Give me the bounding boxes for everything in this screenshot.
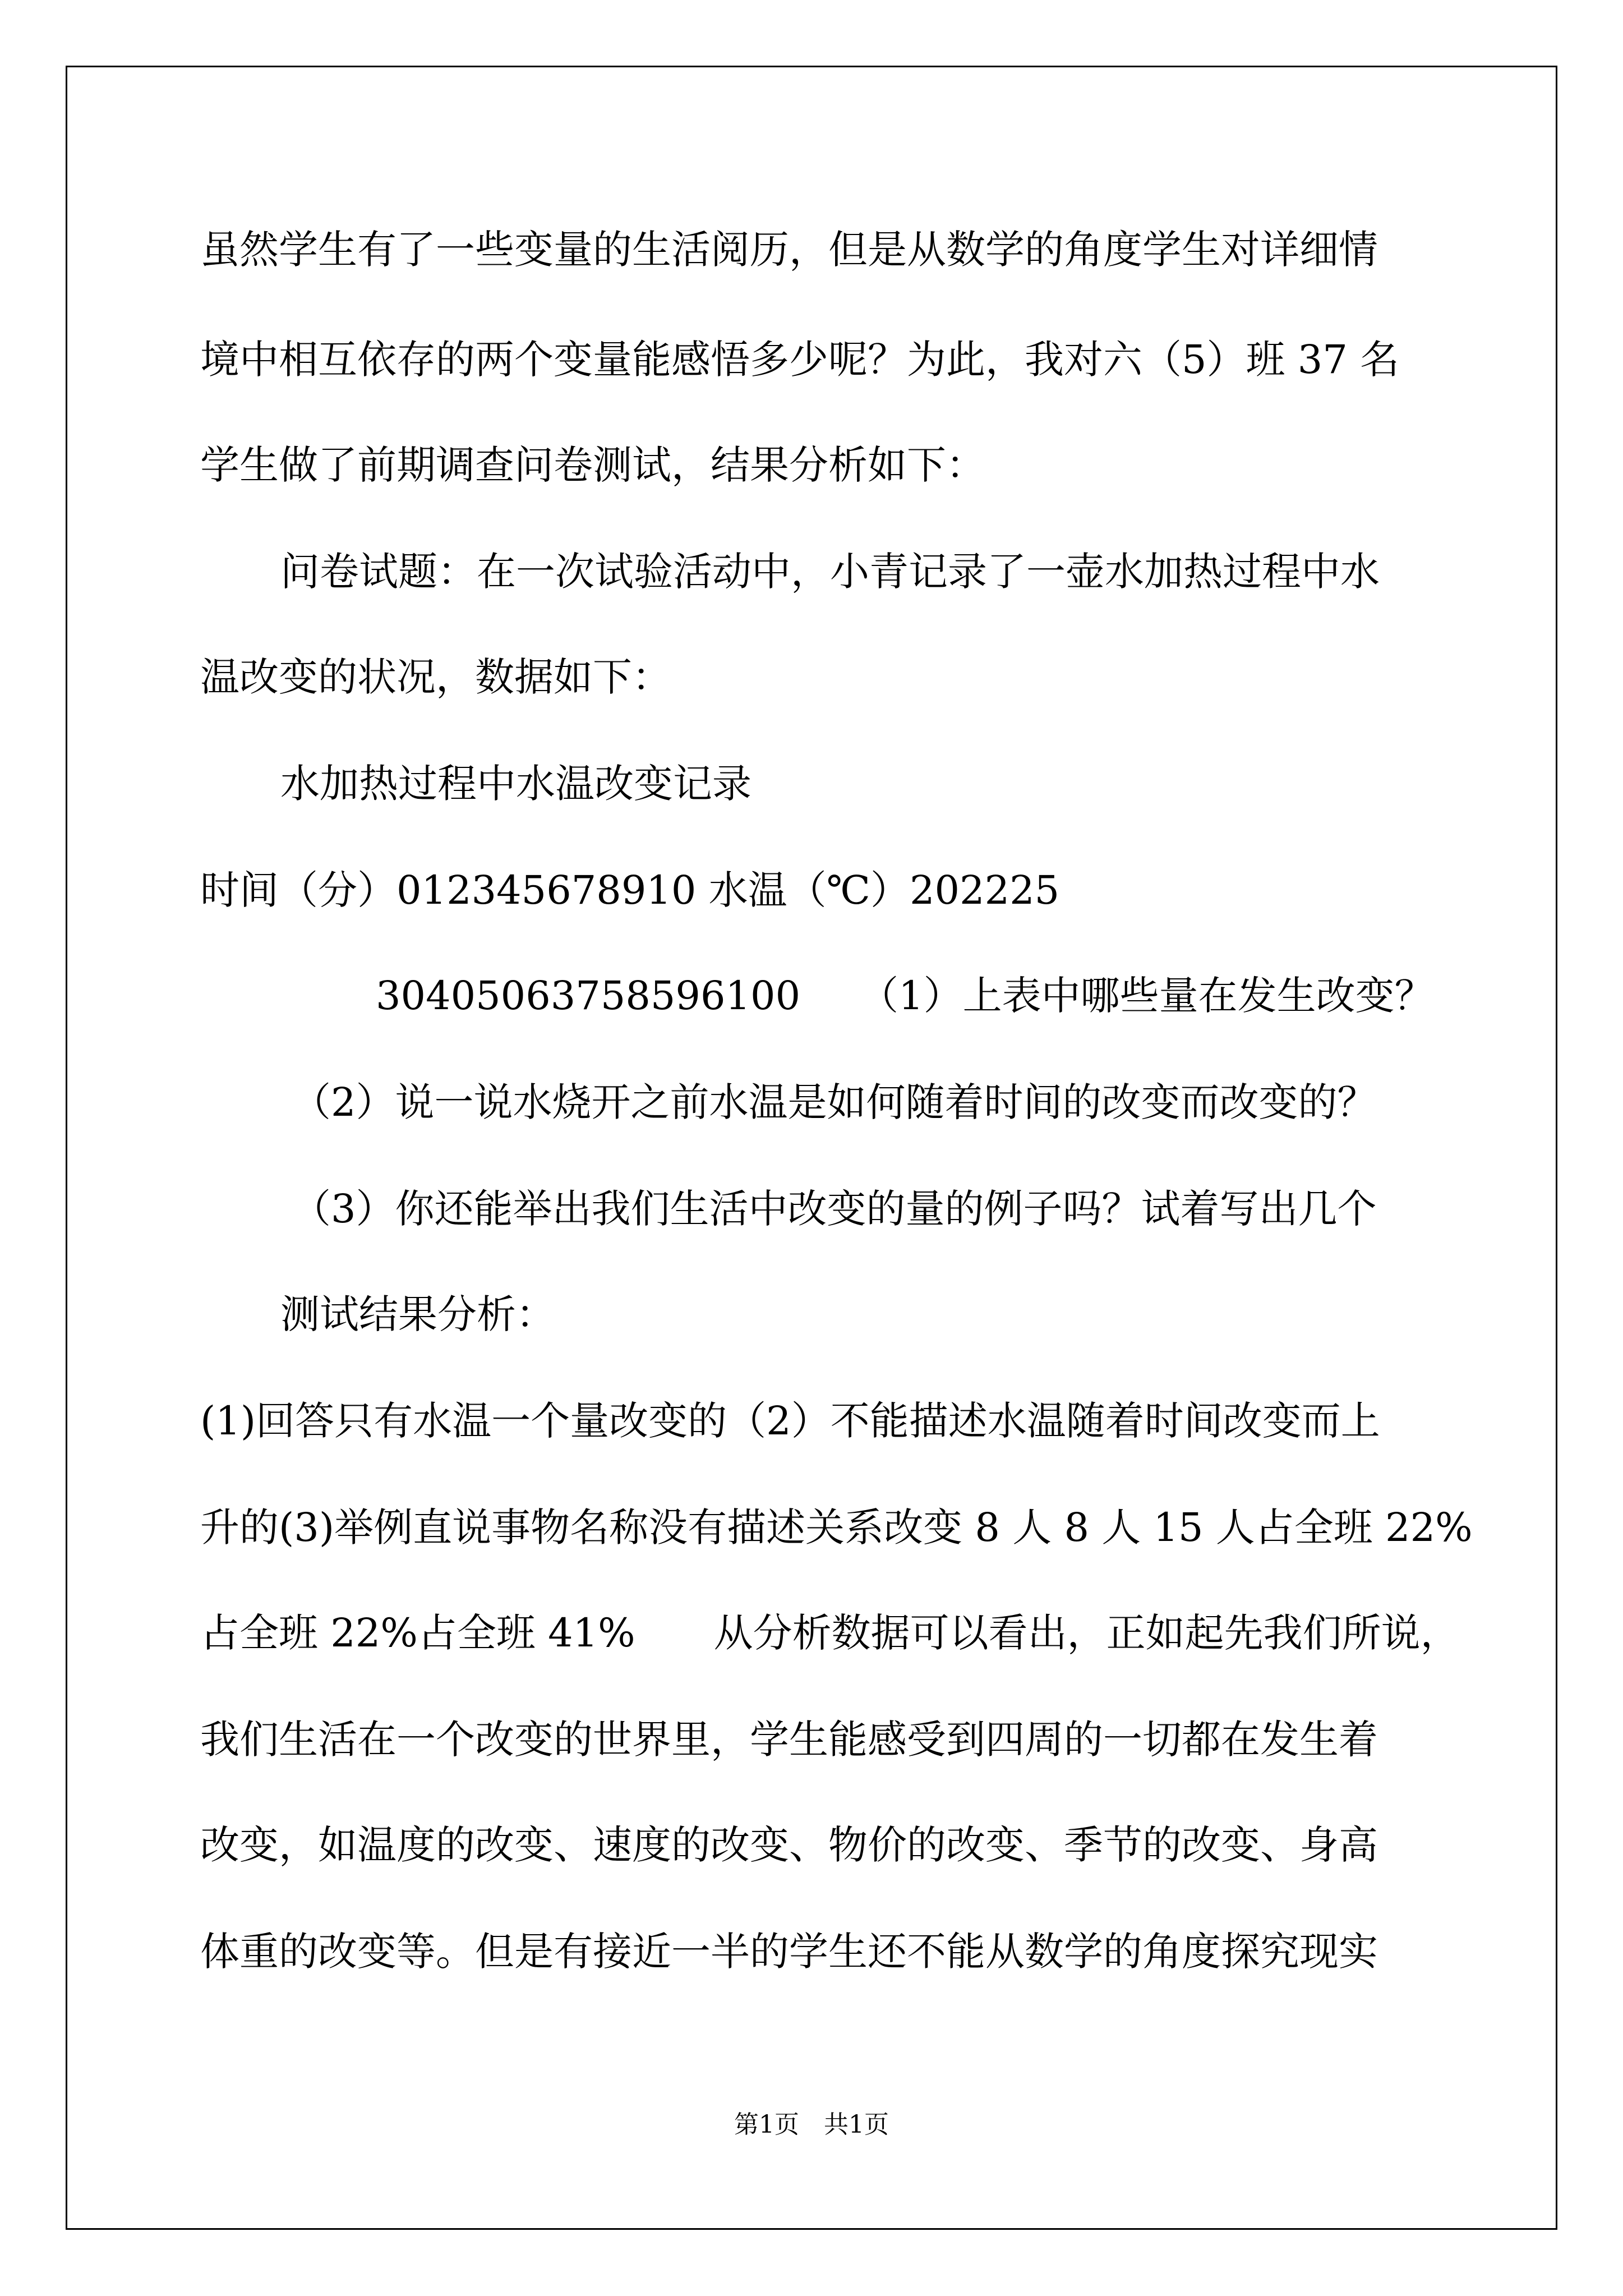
table-row-time-temp: 时间（分）012345678910 水温（℃）202225 <box>200 867 1060 913</box>
analysis-line-6: 体重的改变等。但是有接近一半的学生还不能从数学的角度探究现实 <box>200 1929 1378 1975</box>
analysis-line-4: 我们生活在一个改变的世界里，学生能感受到四周的一切都在发生着 <box>200 1717 1378 1763</box>
analysis-line-1: (1)回答只有水温一个量改变的（2）不能描述水温随着时间改变而上 <box>200 1398 1380 1444</box>
question-3: （3）你还能举出我们生活中改变的量的例子吗？试着写出几个 <box>292 1186 1377 1232</box>
table-row-values-question-1: 30405063758596100 （1）上表中哪些量在发生改变？ <box>376 973 1434 1019</box>
analysis-line-2: 升的(3)举例直说事物名称没有描述关系改变 8 人 8 人 15 人占全班 22% <box>200 1504 1473 1550</box>
paragraph-line-3: 学生做了前期调查问卷测试，结果分析如下： <box>200 442 985 488</box>
table-title: 水加热过程中水温改变记录 <box>280 761 751 807</box>
question-2: （2）说一说水烧开之前水温是如何随着时间的改变而改变的？ <box>292 1079 1377 1125</box>
page-number-footer: 第1页 共1页 <box>734 2110 889 2139</box>
analysis-heading: 测试结果分析： <box>280 1291 555 1337</box>
question-line-1: 问卷试题：在一次试验活动中，小青记录了一壶水加热过程中水 <box>280 549 1380 595</box>
paragraph-line-1: 虽然学生有了一些变量的生活阅历，但是从数学的角度学生对详细情 <box>200 227 1378 273</box>
analysis-line-3: 占全班 22%占全班 41% 从分析数据可以看出，正如起先我们所说， <box>200 1610 1460 1656</box>
question-line-2: 温改变的状况，数据如下： <box>200 654 671 700</box>
analysis-line-5: 改变，如温度的改变、速度的改变、物价的改变、季节的改变、身高 <box>200 1822 1378 1868</box>
paragraph-line-2: 境中相互依存的两个变量能感悟多少呢？为此，我对六（5）班 37 名 <box>200 337 1400 383</box>
page-border <box>66 66 1557 2230</box>
